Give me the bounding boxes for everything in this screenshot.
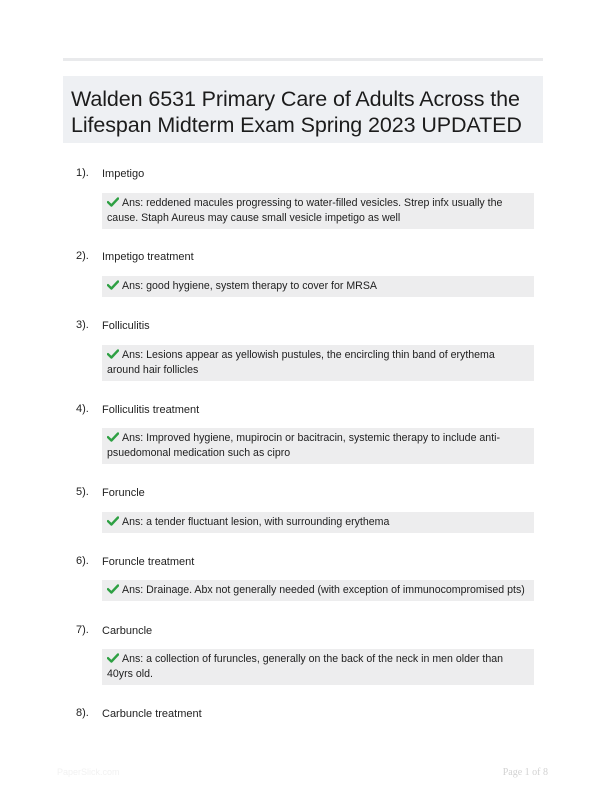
question-number: 1). <box>76 167 89 179</box>
question-number: 7). <box>76 624 89 636</box>
page-number: Page 1 of 8 <box>502 767 548 778</box>
answer-box <box>102 276 534 297</box>
check-icon <box>107 584 119 594</box>
answer-box <box>102 512 534 533</box>
question-text: Foruncle treatment <box>102 556 195 568</box>
check-icon <box>107 197 119 207</box>
question-text: Impetigo <box>102 168 145 180</box>
check-icon <box>107 349 119 359</box>
check-icon <box>107 516 119 526</box>
question-text: Foruncle <box>102 487 145 499</box>
check-icon <box>107 653 119 663</box>
check-icon <box>107 432 119 442</box>
question-number: 2). <box>76 250 89 262</box>
answer-box <box>102 193 534 229</box>
question-text: Carbuncle <box>102 625 153 637</box>
answer-box <box>102 428 534 464</box>
question-number: 4). <box>76 403 89 415</box>
answer-text: Ans: Lesions appear as yellowish pustules, the encircling thin band of erythema around hair follicles <box>107 349 495 376</box>
question-text: Folliculitis <box>102 320 150 332</box>
page-title: Walden 6531 Primary Care of Adults Across the Lifespan Midterm Exam Spring 2023 UPDATED <box>71 87 522 137</box>
question-text: Impetigo treatment <box>102 251 194 263</box>
answer-text: Ans: a collection of furuncles, generally on the back of the neck in men older than 40yrs old. <box>107 653 504 680</box>
question-number: 6). <box>76 555 89 567</box>
question-number: 8). <box>76 707 89 719</box>
answer-text: Ans: good hygiene, system therapy to cover for MRSA <box>122 280 377 292</box>
footer-site: PaperSlick.com <box>57 767 120 777</box>
answer-text: Ans: reddened macules progressing to water-filled vesicles. Strep infx usually the cause. Staph Aureus may cause small vesicle impetigo as well <box>107 197 503 224</box>
check-icon <box>107 280 119 290</box>
answer-text: Ans: a tender fluctuant lesion, with surrounding erythema <box>122 516 390 528</box>
answer-box <box>102 345 534 381</box>
answer-box <box>102 580 534 601</box>
answer-text: Ans: Drainage. Abx not generally needed (with exception of immunocompromised pts) <box>122 584 525 596</box>
answer-box <box>102 649 534 685</box>
question-text: Folliculitis treatment <box>102 404 200 416</box>
answer-text: Ans: Improved hygiene, mupirocin or bacitracin, systemic therapy to include anti-psuedomonal medication such as cipro <box>107 432 501 459</box>
question-number: 5). <box>76 486 89 498</box>
question-text: Carbuncle treatment <box>102 708 202 720</box>
question-number: 3). <box>76 319 89 331</box>
